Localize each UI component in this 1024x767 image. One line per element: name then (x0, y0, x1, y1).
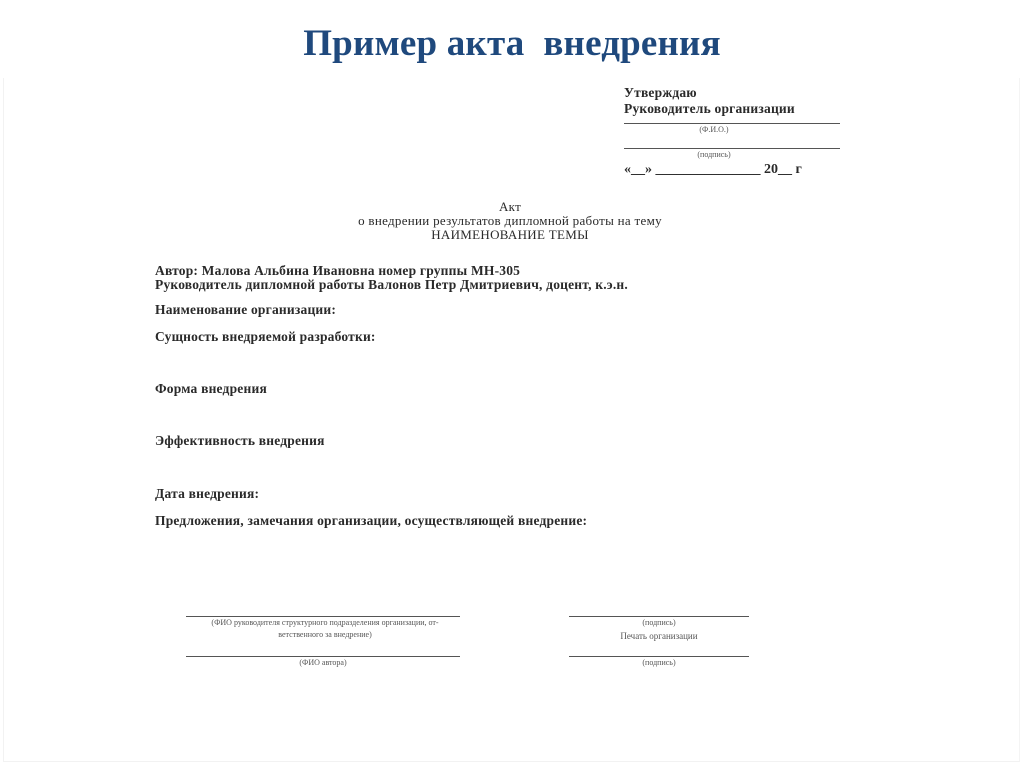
act-heading (280, 200, 740, 242)
approval-position: Руководитель организации (624, 101, 795, 116)
field-effectiveness: Эффективность внедрения (155, 433, 325, 448)
author-signature-underline (569, 656, 749, 657)
signature-underline (624, 148, 840, 149)
field-essence: Сущность внедряемой разработки: (155, 329, 376, 344)
organization-stamp-label: Печать организации (620, 631, 698, 641)
author-fio-caption: (ФИО автора) (299, 658, 347, 667)
field-proposals: Предложения, замечания организации, осуществляющей внедрение: (155, 513, 588, 528)
responsible-fio-caption-1: (ФИО руководителя структурного подразделения организации, от- (211, 618, 439, 627)
approval-date-line: «__» _______________ 20__ г (624, 162, 802, 177)
signature-caption: (подпись) (697, 150, 731, 159)
responsible-signature-underline (569, 616, 749, 617)
author-fio-underline (186, 656, 460, 657)
author-signature-caption: (подпись) (642, 658, 676, 667)
act-subtitle: о внедрении результатов дипломной работы на тему (358, 213, 662, 228)
slide-title: Пример акта внедрения (303, 23, 721, 64)
field-supervisor: Руководитель дипломной работы Валонов Петр Дмитриевич, доцент, к.э.н. (155, 277, 628, 292)
field-form: Форма внедрения (155, 381, 267, 396)
approval-label: Утверждаю (624, 85, 697, 100)
fio-caption: (Ф.И.О.) (699, 125, 729, 134)
field-organization: Наименование организации: (155, 302, 337, 317)
field-author: Автор: Малова Альбина Ивановна номер группы МН-305 (155, 263, 521, 278)
act-title: Акт (498, 199, 522, 214)
fio-underline (624, 123, 840, 124)
responsible-signature-caption: (подпись) (642, 618, 676, 627)
responsible-fio-underline (186, 616, 460, 617)
field-date: Дата внедрения: (155, 486, 260, 501)
responsible-fio-caption-2: ветственного за внедрение) (278, 630, 372, 639)
act-topic: НАИМЕНОВАНИЕ ТЕМЫ (431, 227, 589, 242)
approval-block (624, 85, 844, 117)
document-image-frame (3, 78, 1020, 762)
